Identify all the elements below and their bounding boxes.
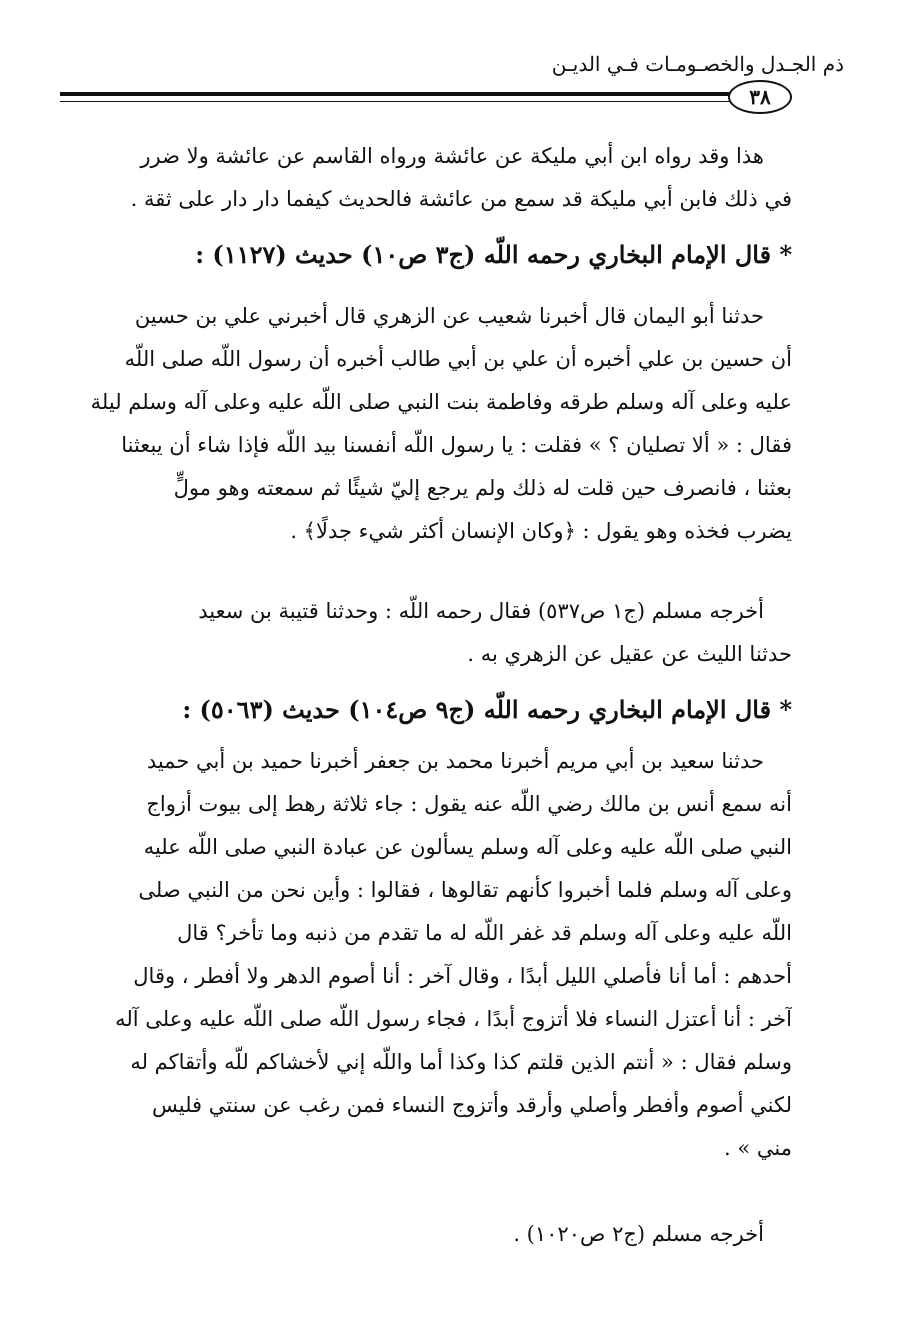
section-heading: * قال الإمام البخاري رحمه اللّه (ج٩ ص١٠٤) حديث (٥٠٦٣) : [182, 695, 792, 724]
header-rule-thick [60, 92, 784, 96]
text-line: بعثنا ، فانصرف حين قلت له ذلك ولم يرجع إليّ شيئًا ثم سمعته وهو مولٍّ [173, 476, 792, 500]
takhrij-1 [72, 590, 792, 676]
text-line: في ذلك فابن أبي مليكة قد سمع من عائشة فالحديث كيفما دار دار على ثقة . [130, 187, 792, 211]
hadith-2 [72, 740, 792, 1170]
text-line: حدثنا سعيد بن أبي مريم أخبرنا محمد بن جعفر أخبرنا حميد بن أبي حميد [146, 749, 764, 773]
text-line: عليه وعلى آله وسلم طرقه وفاطمة بنت النبي صلى اللّه عليه وعلى آله وسلم ليلة [90, 390, 792, 414]
paragraph-intro [72, 135, 792, 221]
text-line: وسلم فقال : « أنتم الذين قلتم كذا وكذا أما واللّه إني لأخشاكم للّه وأتقاكم له [130, 1050, 792, 1074]
text-line: أخرجه مسلم (ج٢ ص١٠٢٠) . [513, 1222, 764, 1246]
section-heading: * قال الإمام البخاري رحمه اللّه (ج٣ ص١٠) حديث (١١٢٧) : [195, 240, 792, 269]
hadith-1 [72, 295, 792, 553]
text-line: آخر : أنا أعتزل النساء فلا أتزوج أبدًا ، فجاء رسول اللّه صلى اللّه عليه وعلى آله [115, 1007, 792, 1031]
page-number-badge [728, 80, 792, 114]
page-number: ٣٨ [749, 85, 771, 109]
section-heading-1 [72, 233, 792, 276]
text-line: اللّه عليه وعلى آله وسلم قد غفر اللّه له ما تقدم من ذنبه وما تأخر؟ قال [177, 921, 792, 945]
running-header-title: ذم الجـدل والخصـومـات فـي الديـن [551, 52, 844, 76]
takhrij-2 [72, 1213, 792, 1256]
header-rule-thin [60, 101, 784, 102]
text-line: مني » . [724, 1136, 792, 1160]
text-line: لكني أصوم وأفطر وأصلي وأرقد وأتزوج النساء فمن رغب عن سنتي فليس [151, 1093, 792, 1117]
text-line: هذا وقد رواه ابن أبي مليكة عن عائشة ورواه القاسم عن عائشة ولا ضرر [140, 144, 764, 168]
text-line: فقال : « ألا تصليان ؟ » فقلت : يا رسول اللّه أنفسنا بيد اللّه فإذا شاء أن يبعثنا [121, 433, 792, 457]
text-line: أخرجه مسلم (ج١ ص٥٣٧) فقال رحمه اللّه : وحدثنا قتيبة بن سعيد [198, 599, 764, 623]
text-line: أن حسين بن علي أخبره أن علي بن أبي طالب أخبره أن رسول اللّه صلى اللّه [124, 347, 792, 371]
text-line: حدثنا الليث عن عقيل عن الزهري به . [467, 642, 792, 666]
text-line: وعلى آله وسلم فلما أخبروا كأنهم تقالوها ، فقالوا : وأين نحن من النبي صلى [138, 878, 792, 902]
text-line: النبي صلى اللّه عليه وعلى آله وسلم يسألون عن عبادة النبي صلى اللّه عليه [143, 835, 792, 859]
text-line: أحدهم : أما أنا فأصلي الليل أبدًا ، وقال آخر : أنا أصوم الدهر ولا أفطر ، وقال [133, 964, 792, 988]
text-line: حدثنا أبو اليمان قال أخبرنا شعيب عن الزهري قال أخبرني علي بن حسين [134, 304, 764, 328]
text-line: أنه سمع أنس بن مالك رضي اللّه عنه يقول : جاء ثلاثة رهط إلى بيوت أزواج [146, 792, 792, 816]
text-line: يضرب فخذه وهو يقول : ﴿وكان الإنسان أكثر شيء جدلًا﴾ . [290, 519, 792, 543]
section-heading-2 [72, 688, 792, 731]
